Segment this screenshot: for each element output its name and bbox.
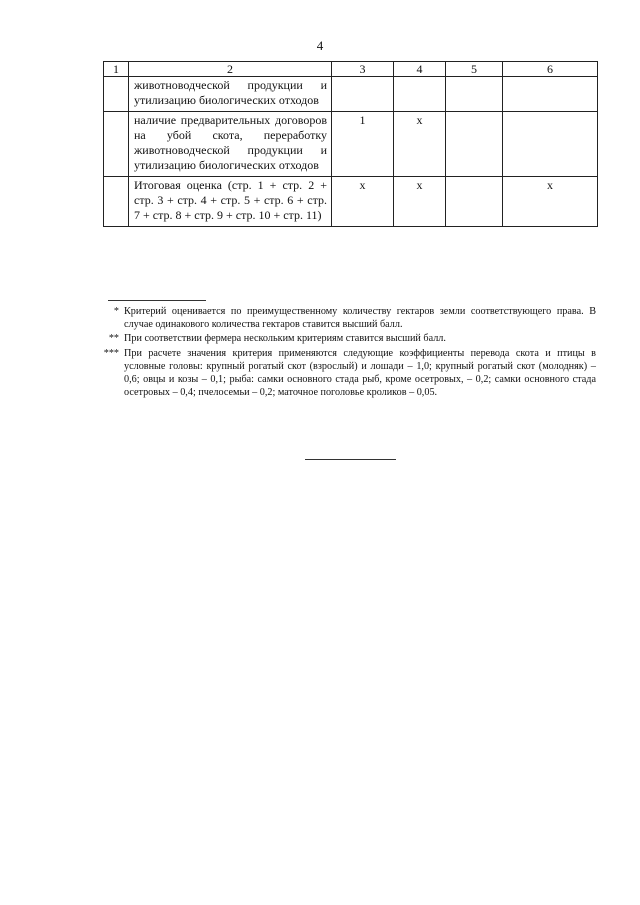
footnote-text: При соответствии фермера нескольким критериям ставится высший балл. (124, 333, 446, 345)
footnote-mark: ** (108, 333, 119, 345)
value-cell-6: х (503, 176, 598, 226)
value-cell-5 (446, 111, 503, 176)
value-cell-4: х (394, 111, 446, 176)
row-number-cell (104, 77, 129, 112)
row-number-cell (104, 176, 129, 226)
column-header-5: 5 (446, 62, 503, 77)
column-header-2: 2 (129, 62, 332, 77)
footnote (84, 347, 596, 400)
criteria-table (103, 61, 598, 227)
value-cell-6 (503, 111, 598, 176)
criterion-cell: животноводческой продукции и утилизацию биологических отходов (129, 77, 332, 112)
criterion-cell: Итоговая оценка (стр. 1 + стр. 2 + стр. 3 + стр. 4 + стр. 5 + стр. 6 + стр. 7 + стр. 8 + стр. 9 + стр. 10 + стр. 11) (129, 176, 332, 226)
footnote (84, 332, 596, 345)
footnote (84, 305, 596, 331)
value-cell-4: х (394, 176, 446, 226)
value-cell-3 (332, 77, 394, 112)
column-header-1: 1 (104, 62, 129, 77)
value-cell-5 (446, 77, 503, 112)
footnote-text: Критерий оценивается по преимущественному количеству гектаров земли соответствующего права. В случае одинакового количества гектаров ставится высший балл. (124, 306, 596, 331)
column-header-4: 4 (394, 62, 446, 77)
value-cell-3: х (332, 176, 394, 226)
table-header-row (104, 62, 598, 77)
table-row (104, 77, 598, 112)
footnote-text: При расчете значения критерия применяются следующие коэффициенты перевода скота и птицы в условные головы: крупный рогатый скот (взрослый) и лошади – 1,0; крупный рогатый скот (молодняк) – 0,6; овцы и козы – 0,1; рыба: самки основного стада рыб, кроме осетровых, – 0,2; самки основного стада осетровых – 0,4; пчелосемьи – 0,2; маточное поголовье кроликов – 0,05. (124, 347, 596, 399)
end-of-document-line (305, 459, 396, 460)
column-header-3: 3 (332, 62, 394, 77)
footnote-mark: * (113, 306, 119, 317)
criterion-cell: наличие предварительных договоров на убой скота, переработку животноводческой продукции и утилизацию биологических отходов (129, 111, 332, 176)
value-cell-6 (503, 77, 598, 112)
page-number: 4 (316, 38, 324, 53)
column-header-6: 6 (503, 62, 598, 77)
table-row (104, 176, 598, 226)
value-cell-3: 1 (332, 111, 394, 176)
footnotes (84, 305, 596, 400)
footnote-mark: *** (103, 347, 119, 359)
value-cell-5 (446, 176, 503, 226)
table-row (104, 111, 598, 176)
footnote-divider (108, 300, 206, 301)
value-cell-4 (394, 77, 446, 112)
row-number-cell (104, 111, 129, 176)
